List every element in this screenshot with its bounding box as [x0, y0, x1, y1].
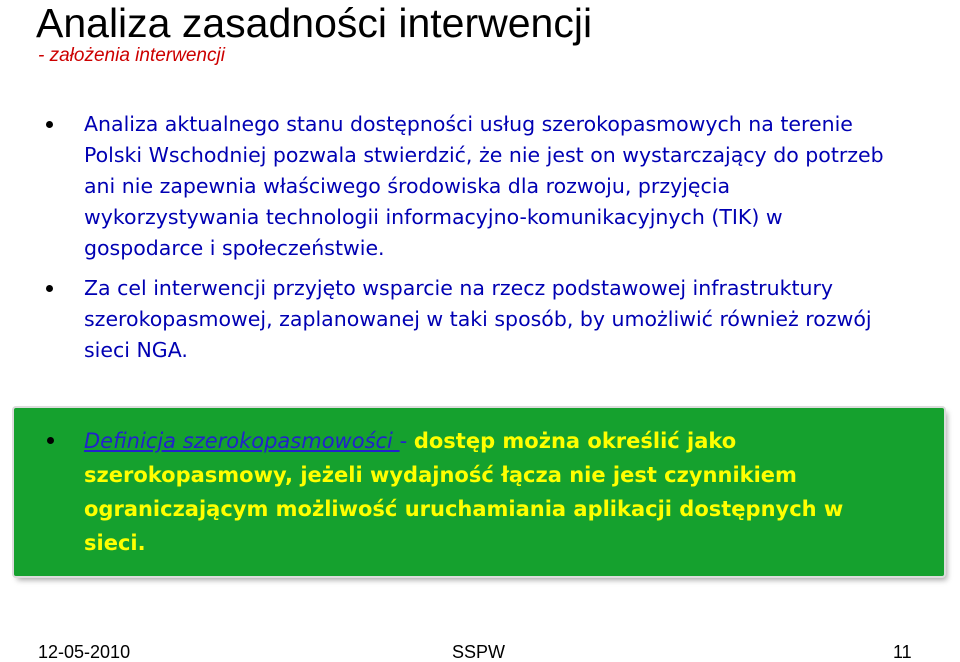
bullet-dot-icon [46, 285, 53, 292]
bullet-list [0, 109, 960, 366]
footer-date: 12-05-2010 [38, 642, 131, 662]
definition-term-link[interactable]: Definicja szerokopasmowości [84, 429, 400, 453]
footer-center-text: SSPW [452, 642, 506, 662]
bullet-dot-icon [46, 121, 53, 128]
bullet-text: Za cel interwencji przyjęto wsparcie na rzecz podstawowej infrastruktury szerokopasmowej, zaplanowanej w taki sposób, by umożliwić również rozwój sieci NGA. [84, 276, 872, 362]
bullet-dot-icon [47, 437, 54, 444]
definition-separator: - [399, 429, 414, 453]
definition-content [84, 424, 874, 560]
definition-box [14, 408, 944, 576]
slide-subtitle: - założenia interwencji [38, 45, 225, 66]
footer-page-number: 11 [893, 642, 912, 662]
slide-title: Analiza zasadności interwencji [36, 0, 593, 46]
bullet-item [0, 109, 884, 264]
definition-text: dostęp można określić jako szerokopasmowy, jeżeli wydajność łącza nie jest czynnikiem ograniczającym możliwość uruchamiania aplikacji dostępnych w sieci. [84, 429, 844, 555]
bullet-item [0, 273, 884, 366]
bullet-text: Analiza aktualnego stanu dostępności usług szerokopasmowych na terenie Polski Wschodniej pozwala stwierdzić, że nie jest on wystarczający do potrzeb ani nie zapewnia właściwego środowiska dla rozwoju, przyjęcia wykorzystywania technologii informacyjno-komunikacyjnych (TIK) w gospodarce i społeczeństwie. [84, 112, 884, 260]
